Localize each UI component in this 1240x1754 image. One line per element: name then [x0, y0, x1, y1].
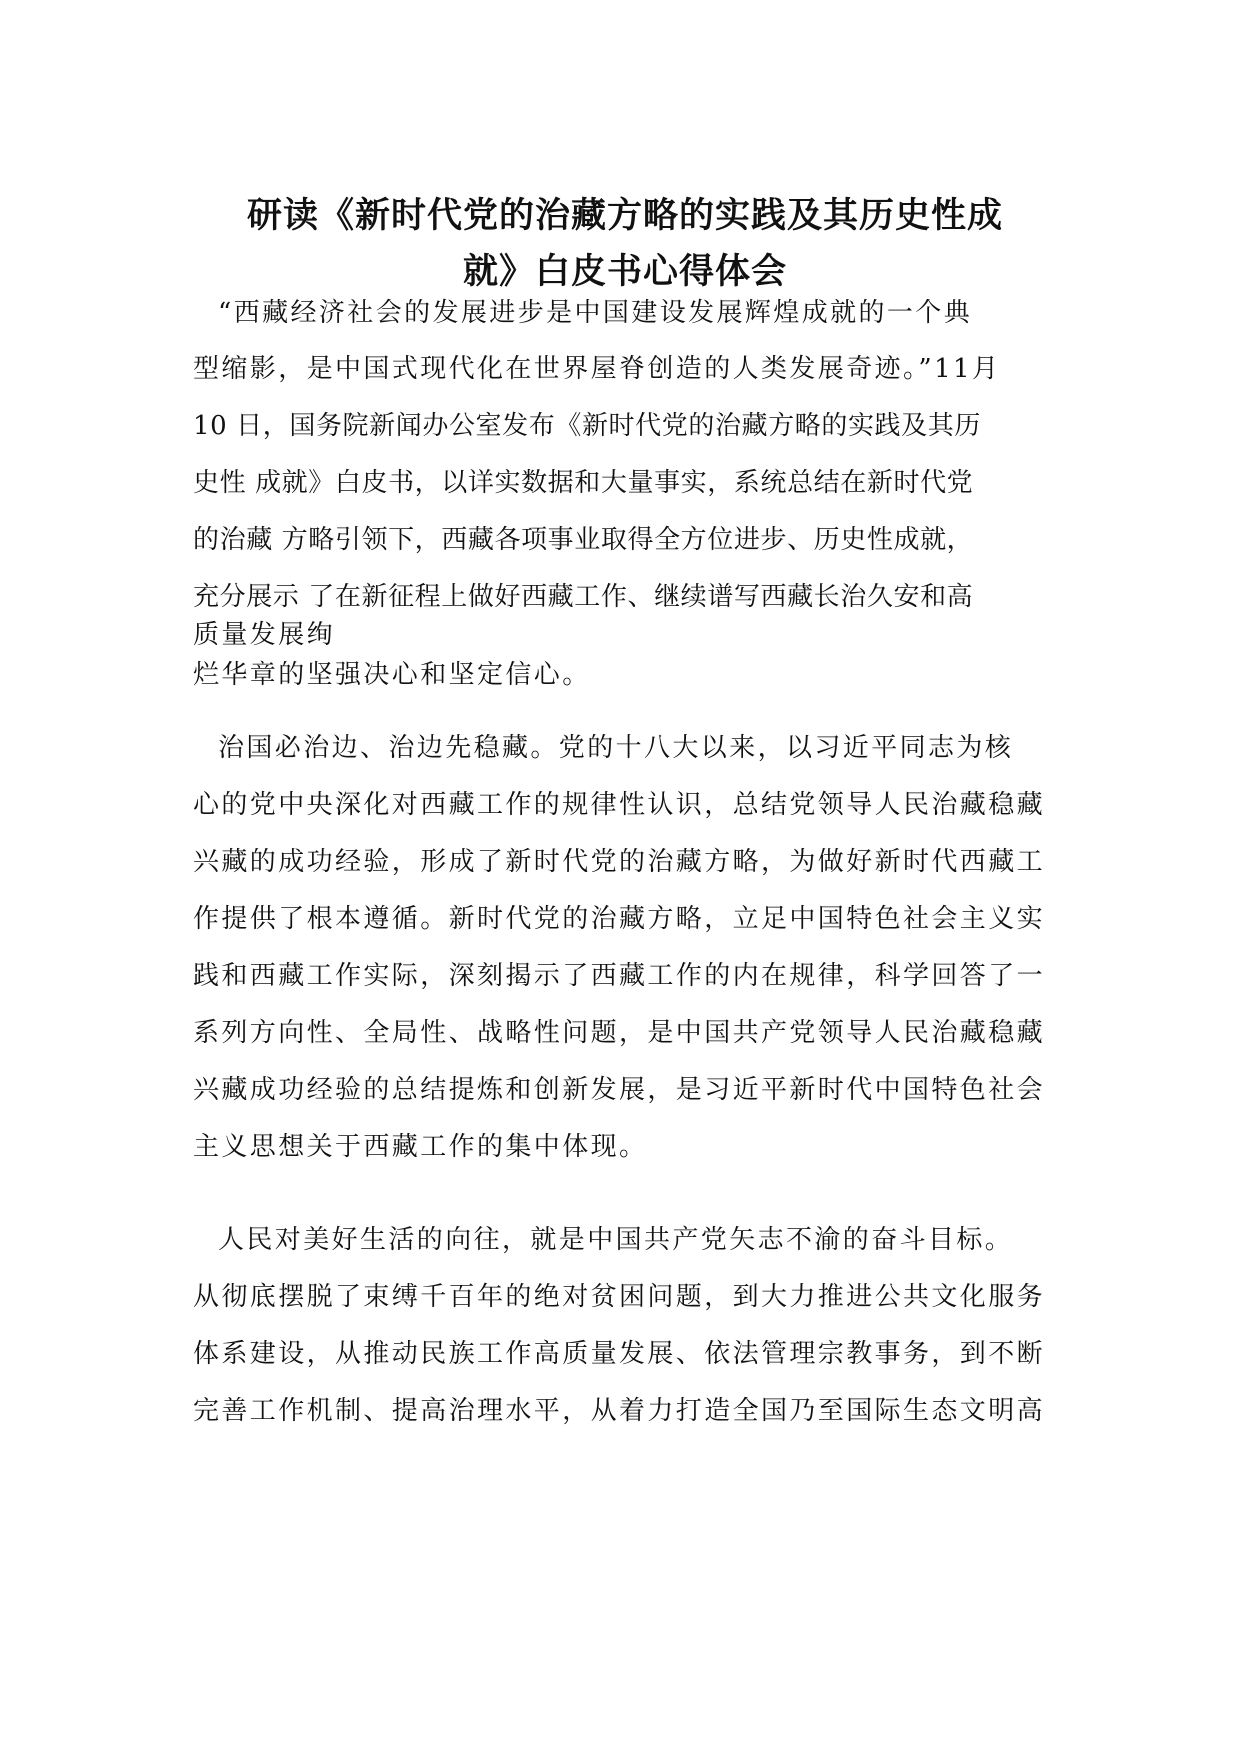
paragraph-line: “西藏经济社会的发展进步是中国建设发展辉煌成就的一个典 [218, 298, 973, 328]
paragraph-line: 治国必治边、治边先稳藏。党的十八大以来，以习近平同志为核 [218, 733, 1014, 763]
paragraph-line: 烂华章的坚强决心和坚定信心。 [193, 660, 591, 690]
paragraph-line: 的治藏 方略引领下，西藏各项事业取得全方位进步、历史性成就， [193, 525, 974, 555]
paragraph-line: 兴藏的成功经验，形成了新时代党的治藏方略，为做好新时代西藏工 [193, 847, 1046, 877]
paragraph-line: 型缩影，是中国式现代化在世界屋脊创造的人类发展奇迹。”11月 [193, 354, 1001, 384]
paragraph-line: 系列方向性、全局性、战略性问题，是中国共产党领导人民治藏稳藏 [193, 1018, 1046, 1048]
title-line: 就》白皮书心得体会 [462, 252, 787, 292]
document-title [190, 188, 1060, 300]
paragraph-line: 体系建设，从推动民族工作高质量发展、依法管理宗教事务，到不断 [193, 1339, 1046, 1369]
paragraph-line: 践和西藏工作实际，深刻揭示了西藏工作的内在规律，科学回答了一 [193, 961, 1046, 991]
paragraph-line: 作提供了根本遵循。新时代党的治藏方略，立足中国特色社会主义实 [193, 904, 1046, 934]
paragraph-line: 充分展示 了在新征程上做好西藏工作、继续谱写西藏长治久安和高 [193, 582, 974, 612]
paragraph-line: 心的党中央深化对西藏工作的规律性认识，总结党领导人民治藏稳藏 [193, 790, 1046, 820]
paragraph-line: 10 日，国务院新闻办公室发布《新时代党的治藏方略的实践及其历 [193, 411, 981, 441]
paragraph-line: 主义思想关于西藏工作的集中体现。 [193, 1132, 648, 1162]
paragraph-line: 质量发展绚 [193, 620, 336, 650]
title-line: 研读《新时代党的治藏方略的实践及其历史性成 [246, 196, 1003, 236]
paragraph-line: 完善工作机制、提高治理水平，从着力打造全国乃至国际生态文明高 [193, 1396, 1046, 1426]
paragraph-line: 从彻底摆脱了束缚千百年的绝对贫困问题，到大力推进公共文化服务 [193, 1282, 1046, 1312]
paragraph-line: 人民对美好生活的向往，就是中国共产党矢志不渝的奋斗目标。 [218, 1225, 1014, 1255]
paragraph-line: 史性 成就》白皮书，以详实数据和大量事实，系统总结在新时代党 [193, 468, 974, 498]
paragraph-line: 兴藏成功经验的总结提炼和创新发展，是习近平新时代中国特色社会 [193, 1075, 1046, 1105]
